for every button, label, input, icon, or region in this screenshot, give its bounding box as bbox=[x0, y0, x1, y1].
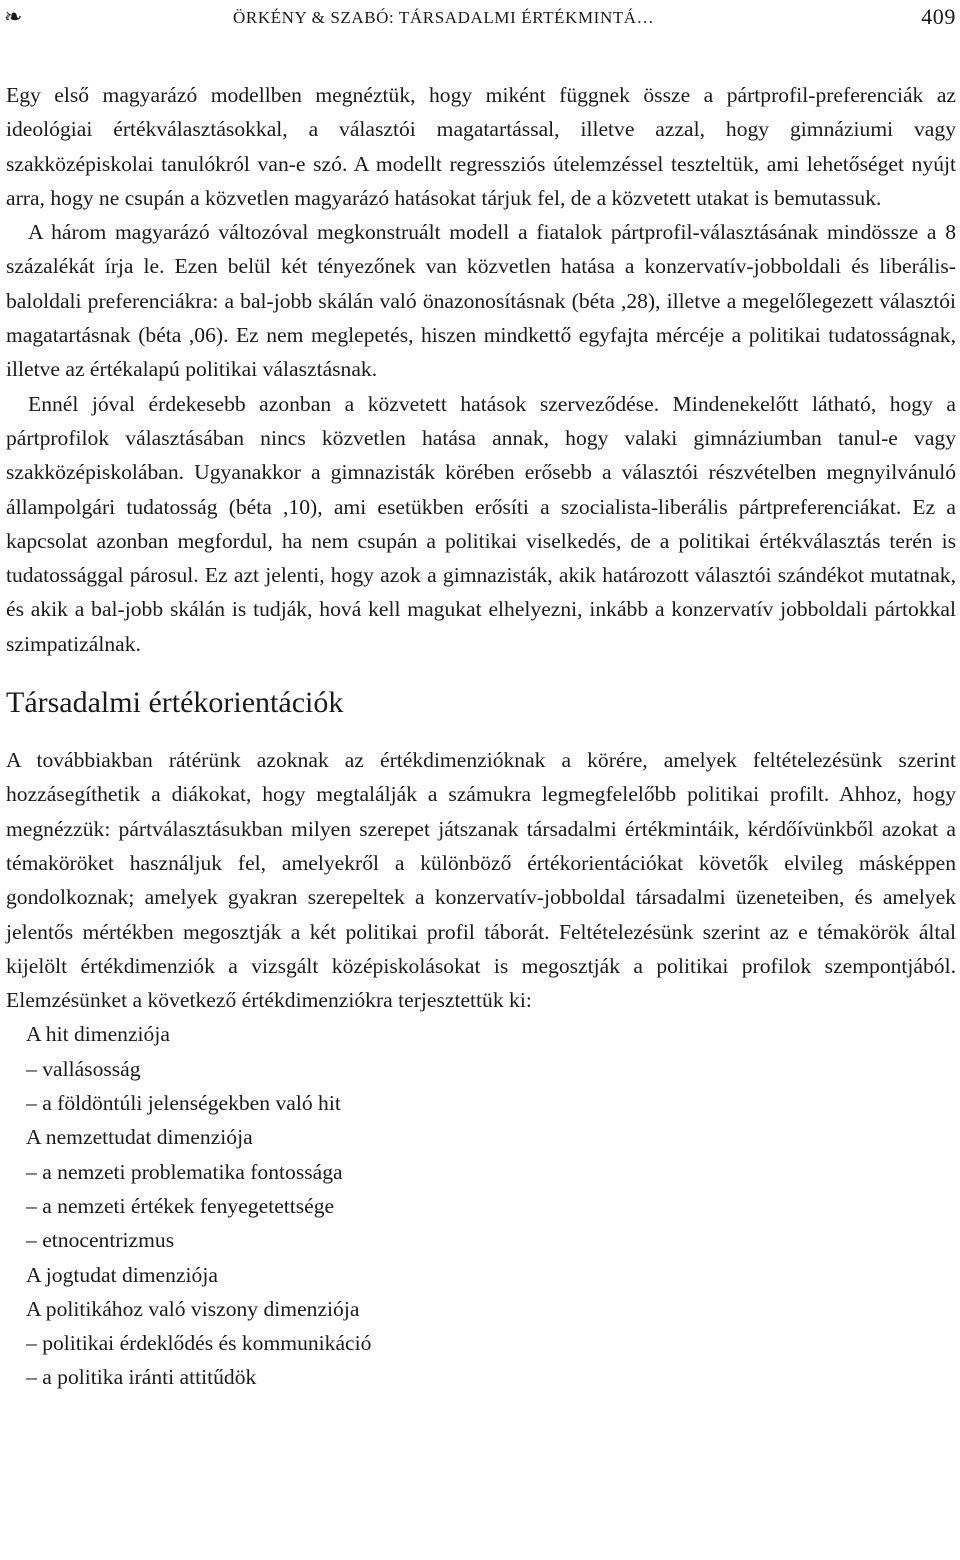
list-item: – a nemzeti értékek fenyegetettsége bbox=[26, 1193, 335, 1218]
list-item: – a földöntúli jelenségekben való hit bbox=[26, 1091, 341, 1116]
page-number: 409 bbox=[921, 4, 956, 29]
body-text bbox=[6, 78, 956, 1395]
paragraph-indirect-effects: Ennél jóval érdekesebb azonban a közvetett hatások szerveződése. Mindenekelőtt látható, hogy a pártprofilok választásában nincs közvetlen hatása annak, hogy valaki gimnáziumban tanul-e vagy szakközépiskolában. Ugyanakkor a gimnazisták körében erősebb a választói részvételben megnyilvánuló állampolgári tudatosság (béta ,10), ami esetükben erősíti a szocialista-liberális pártpreferenciákat. Ez a kapcsolat azonban megfordul, ha nem csupán a politikai viselkedés, de a politikai értékválasztás terén is tudatossággal párosul. Ez azt jelenti, hogy azok a gimnazisták, akik határozott választói szándékot mutatnak, és akik a bal-jobb skálán is tudják, hová kell magukat elhelyezni, inkább a konzervatív jobboldali pártokkal szimpatizálnak. bbox=[6, 391, 956, 656]
dimension-list bbox=[6, 1017, 956, 1394]
paragraph-model-results: A három magyarázó változóval megkonstruált modell a fiatalok pártprofil-választásának mindössze a 8 százalékát írja le. Ezen belül két tényezőnek van közvetlen hatása a konzervatív-jobboldali és liberális-baloldali preferenciákra: a bal-jobb skálán való önazonosításnak (béta ,28), illetve a megelőlegezett választói magatartásnak (béta ,06). Ez nem meglepetés, hiszen mindkettő egyfajta mércéje a politikai tudatosságnak, illetve az értékalapú politikai választásnak. bbox=[6, 220, 956, 382]
running-header bbox=[4, 4, 956, 34]
list-item: – vallásosság bbox=[26, 1056, 141, 1081]
running-title: ÖRKÉNY & SZABÓ: TÁRSADALMI ÉRTÉKMINTÁ… bbox=[233, 8, 655, 27]
list-item: – a politika iránti attitűdök bbox=[26, 1365, 257, 1390]
paragraph-value-dimensions: A továbbiakban rátérünk azoknak az értékdimenzióknak a körére, amelyek feltételezésünk szerint hozzásegíthetik a diákokat, hogy megtalálják a számukra legmegfelelőbb politikai profilt. Ahhoz, hogy megnézzük: pártválasztásukban milyen szerepet játszanak társadalmi értékmintáik, kérdőívünkből azokat a témaköröket használjuk fel, amelyekről a különböző értékorientációkat követők elvileg másképpen gondolkoznak; amelyek gyakran szerepeltek a konzervatív-jobboldal társadalmi üzeneteiben, és amelyek jelentős mértékben megosztják a két politikai profil táborát. Feltételezésünk szerint az e témakörök által kijelölt értékdimenziók a vizsgált középiskolásokat is megosztják a politikai profilok szempontjából. Elemzésünket a következő értékdimenziókra terjesztettük ki: bbox=[6, 748, 956, 1013]
list-item: – politikai érdeklődés és kommunikáció bbox=[26, 1331, 372, 1356]
list-item: A nemzettudat dimenziója bbox=[26, 1125, 253, 1150]
list-item: A jogtudat dimenziója bbox=[26, 1262, 218, 1287]
list-item: A hit dimenziója bbox=[26, 1022, 170, 1047]
paragraph-model-intro: Egy első magyarázó modellben megnéztük, hogy miként függnek össze a pártprofil-preferenciák az ideológiai értékválasztásokkal, a választói magatartással, illetve azzal, hogy gimnáziumi vagy szakközépiskolai tanulókról van-e szó. A modellt regressziós útelemzéssel teszteltük, ami lehetőséget nyújt arra, hogy ne csupán a közvetlen magyarázó hatásokat tárjuk fel, de a közvetett utakat is bemutassuk. bbox=[6, 83, 956, 210]
fleuron-icon: ❧ bbox=[4, 4, 24, 29]
section-heading: Társadalmi értékorientációk bbox=[6, 686, 344, 720]
list-item: A politikához való viszony dimenziója bbox=[26, 1296, 360, 1321]
list-item: – etnocentrizmus bbox=[26, 1228, 175, 1253]
list-item: – a nemzeti problematika fontossága bbox=[26, 1159, 343, 1184]
